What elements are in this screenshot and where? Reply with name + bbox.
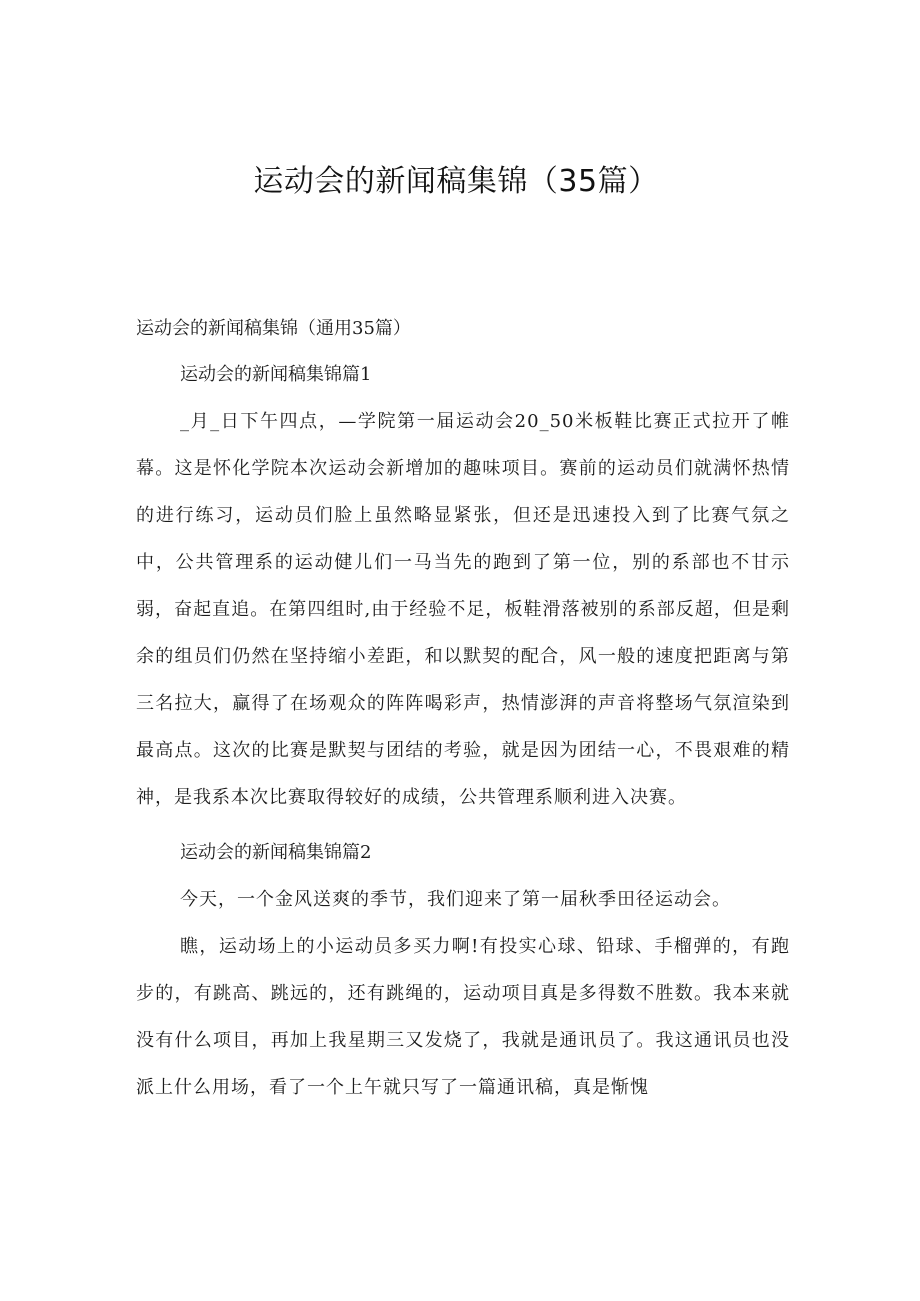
section-1-paragraph-1: _月_日下午四点，—学院第一届运动会20_50米板鞋比赛正式拉开了帷幕。这是怀化学院本次运动会新增加的趣味项目。赛前的运动员们就满怀热情的进行练习，运动员们脸上虽然略显紧张，但还是迅速投入到了比赛气氛之中，公共管理系的运动健儿们一马当先的跑到了第一位，别的系部也不甘示弱，奋起直追。在第四组时,由于经验不足，板鞋滑落被别的系部反超，但是剩余的组员们仍然在坚持缩小差距，和以默契的配合，风一般的速度把距离与第三名拉大，赢得了在场观众的阵阵喝彩声，热情澎湃的声音将整场气氛渲染到最高点。这次的比赛是默契与团结的考验，就是因为团结一心，不畏艰难的精神，是我系本次比赛取得较好的成绩，公共管理系顺利进入决赛。 bbox=[136, 411, 790, 808]
document-body bbox=[136, 314, 790, 1128]
section-heading-2: 运动会的新闻稿集锦篇2 bbox=[180, 842, 372, 863]
section-heading-1: 运动会的新闻稿集锦篇1 bbox=[180, 364, 372, 385]
document-subtitle: 运动会的新闻稿集锦（通用35篇） bbox=[136, 318, 411, 339]
section-2-paragraph-2: 瞧，运动场上的小运动员多买力啊!有投实心球、铅球、手榴弹的，有跑步的，有跳高、跳远的，还有跳绳的，运动项目真是多得数不胜数。我本来就没有什么项目，再加上我星期三又发烧了，我就是通讯员了。我这通讯员也没派上什么用场，看了一个上午就只写了一篇通讯稿，真是惭愧 bbox=[136, 936, 790, 1098]
document-title: 运动会的新闻稿集锦（35篇） bbox=[253, 164, 659, 199]
section-2-paragraph-1: 今天，一个金风送爽的季节，我们迎来了第一届秋季田径运动会。 bbox=[180, 889, 731, 910]
